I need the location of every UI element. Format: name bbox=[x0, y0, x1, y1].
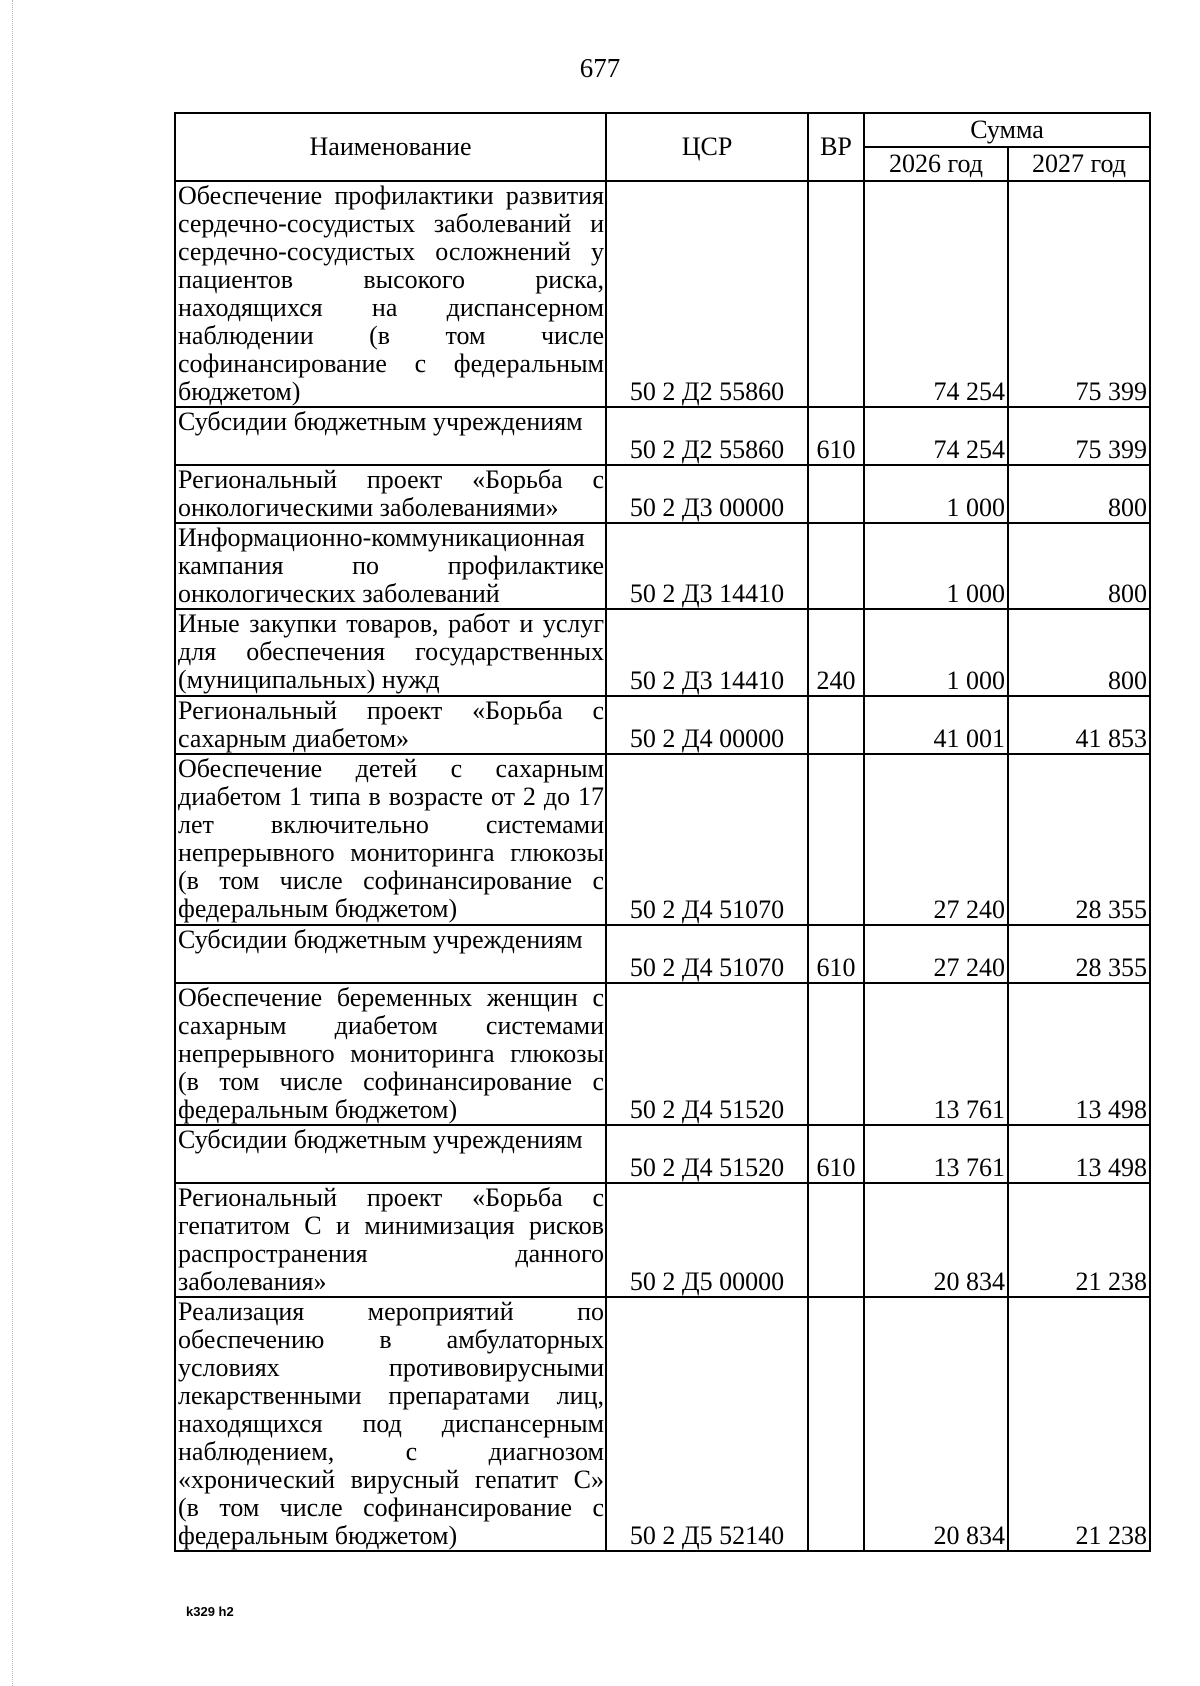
row-sum-2027: 13 498 bbox=[1008, 1125, 1150, 1183]
row-vr bbox=[808, 181, 864, 407]
row-vr bbox=[808, 696, 864, 754]
row-vr bbox=[808, 1297, 864, 1551]
row-sum-2027: 21 238 bbox=[1008, 1297, 1150, 1551]
row-csr: 50 2 Д4 51070 bbox=[606, 754, 808, 925]
table-row bbox=[175, 407, 1150, 465]
footer-document-code: k329 h2 bbox=[186, 1604, 234, 1619]
row-sum-2026: 27 240 bbox=[864, 754, 1008, 925]
table-row bbox=[175, 609, 1150, 696]
row-sum-2027: 75 399 bbox=[1008, 407, 1150, 465]
header-2026: 2026 год bbox=[864, 147, 1008, 181]
row-csr: 50 2 Д3 14410 bbox=[606, 609, 808, 696]
header-sum: Сумма bbox=[864, 113, 1150, 147]
row-sum-2026: 20 834 bbox=[864, 1183, 1008, 1297]
row-vr bbox=[808, 754, 864, 925]
table-row bbox=[175, 1183, 1150, 1297]
table-row bbox=[175, 983, 1150, 1125]
row-sum-2027: 28 355 bbox=[1008, 754, 1150, 925]
row-name: Субсидии бюджетным учреждениям bbox=[175, 1125, 606, 1183]
row-sum-2026: 13 761 bbox=[864, 983, 1008, 1125]
row-csr: 50 2 Д5 00000 bbox=[606, 1183, 808, 1297]
row-sum-2027: 41 853 bbox=[1008, 696, 1150, 754]
row-sum-2027: 800 bbox=[1008, 609, 1150, 696]
margin-dotted-line bbox=[12, 0, 13, 1686]
row-vr: 610 bbox=[808, 1125, 864, 1183]
row-name: Субсидии бюджетным учреждениям bbox=[175, 407, 606, 465]
row-vr bbox=[808, 1183, 864, 1297]
row-name: Региональный проект «Борьба с сахарным диабетом» bbox=[175, 696, 606, 754]
row-sum-2026: 1 000 bbox=[864, 609, 1008, 696]
table-row bbox=[175, 754, 1150, 925]
row-vr: 240 bbox=[808, 609, 864, 696]
row-name: Региональный проект «Борьба с гепатитом С и минимизация рисков распространения данного заболевания» bbox=[175, 1183, 606, 1297]
row-csr: 50 2 Д4 51070 bbox=[606, 925, 808, 983]
row-name: Информационно-коммуникационная кампания по профилактике онкологических заболеваний bbox=[175, 523, 606, 609]
row-csr: 50 2 Д2 55860 bbox=[606, 181, 808, 407]
row-sum-2026: 1 000 bbox=[864, 465, 1008, 523]
row-name: Обеспечение профилактики развития сердечно-сосудистых заболеваний и сердечно-сосудистых осложнений у пациентов высокого риска, находящихся на диспансерном наблюдении (в том числе софинансирование с федеральным бюджетом) bbox=[175, 181, 606, 407]
row-csr: 50 2 Д4 51520 bbox=[606, 1125, 808, 1183]
row-sum-2027: 75 399 bbox=[1008, 181, 1150, 407]
table-row bbox=[175, 925, 1150, 983]
row-name: Субсидии бюджетным учреждениям bbox=[175, 925, 606, 983]
row-sum-2027: 800 bbox=[1008, 523, 1150, 609]
row-sum-2026: 74 254 bbox=[864, 407, 1008, 465]
table-row bbox=[175, 523, 1150, 609]
header-csr: ЦСР bbox=[606, 113, 808, 181]
row-sum-2027: 21 238 bbox=[1008, 1183, 1150, 1297]
row-sum-2027: 28 355 bbox=[1008, 925, 1150, 983]
row-csr: 50 2 Д5 52140 bbox=[606, 1297, 808, 1551]
row-sum-2026: 41 001 bbox=[864, 696, 1008, 754]
row-vr bbox=[808, 523, 864, 609]
table-row bbox=[175, 1297, 1150, 1551]
header-name: Наименование bbox=[175, 113, 606, 181]
row-sum-2026: 74 254 bbox=[864, 181, 1008, 407]
row-vr: 610 bbox=[808, 407, 864, 465]
row-sum-2027: 13 498 bbox=[1008, 983, 1150, 1125]
header-vr: ВР bbox=[808, 113, 864, 181]
row-name: Иные закупки товаров, работ и услуг для обеспечения государственных (муниципальных) нужд bbox=[175, 609, 606, 696]
page-number: 677 bbox=[579, 53, 621, 83]
row-name: Обеспечение детей с сахарным диабетом 1 типа в возрасте от 2 до 17 лет включительно системами непрерывного мониторинга глюкозы (в том числе софинансирование с федеральным бюджетом) bbox=[175, 754, 606, 925]
table-row bbox=[175, 465, 1150, 523]
table-row bbox=[175, 1125, 1150, 1183]
row-csr: 50 2 Д4 51520 bbox=[606, 983, 808, 1125]
row-name: Региональный проект «Борьба с онкологическими заболеваниями» bbox=[175, 465, 606, 523]
row-sum-2026: 27 240 bbox=[864, 925, 1008, 983]
row-vr: 610 bbox=[808, 925, 864, 983]
row-sum-2026: 1 000 bbox=[864, 523, 1008, 609]
table-row bbox=[175, 181, 1150, 407]
row-sum-2026: 13 761 bbox=[864, 1125, 1008, 1183]
table-row bbox=[175, 696, 1150, 754]
row-name: Реализация мероприятий по обеспечению в амбулаторных условиях противовирусными лекарственными препаратами лиц, находящихся под диспансерным наблюдением, с диагнозом «хронический вирусный гепатит С» (в том числе софинансирование с федеральным бюджетом) bbox=[175, 1297, 606, 1551]
row-vr bbox=[808, 465, 864, 523]
row-name: Обеспечение беременных женщин с сахарным диабетом системами непрерывного мониторинга глюкозы (в том числе софинансирование с федеральным бюджетом) bbox=[175, 983, 606, 1125]
budget-table bbox=[174, 112, 1151, 1552]
row-csr: 50 2 Д3 14410 bbox=[606, 523, 808, 609]
row-csr: 50 2 Д2 55860 bbox=[606, 407, 808, 465]
header-2027: 2027 год bbox=[1008, 147, 1150, 181]
row-vr bbox=[808, 983, 864, 1125]
row-csr: 50 2 Д4 00000 bbox=[606, 696, 808, 754]
row-sum-2026: 20 834 bbox=[864, 1297, 1008, 1551]
row-sum-2027: 800 bbox=[1008, 465, 1150, 523]
row-csr: 50 2 Д3 00000 bbox=[606, 465, 808, 523]
